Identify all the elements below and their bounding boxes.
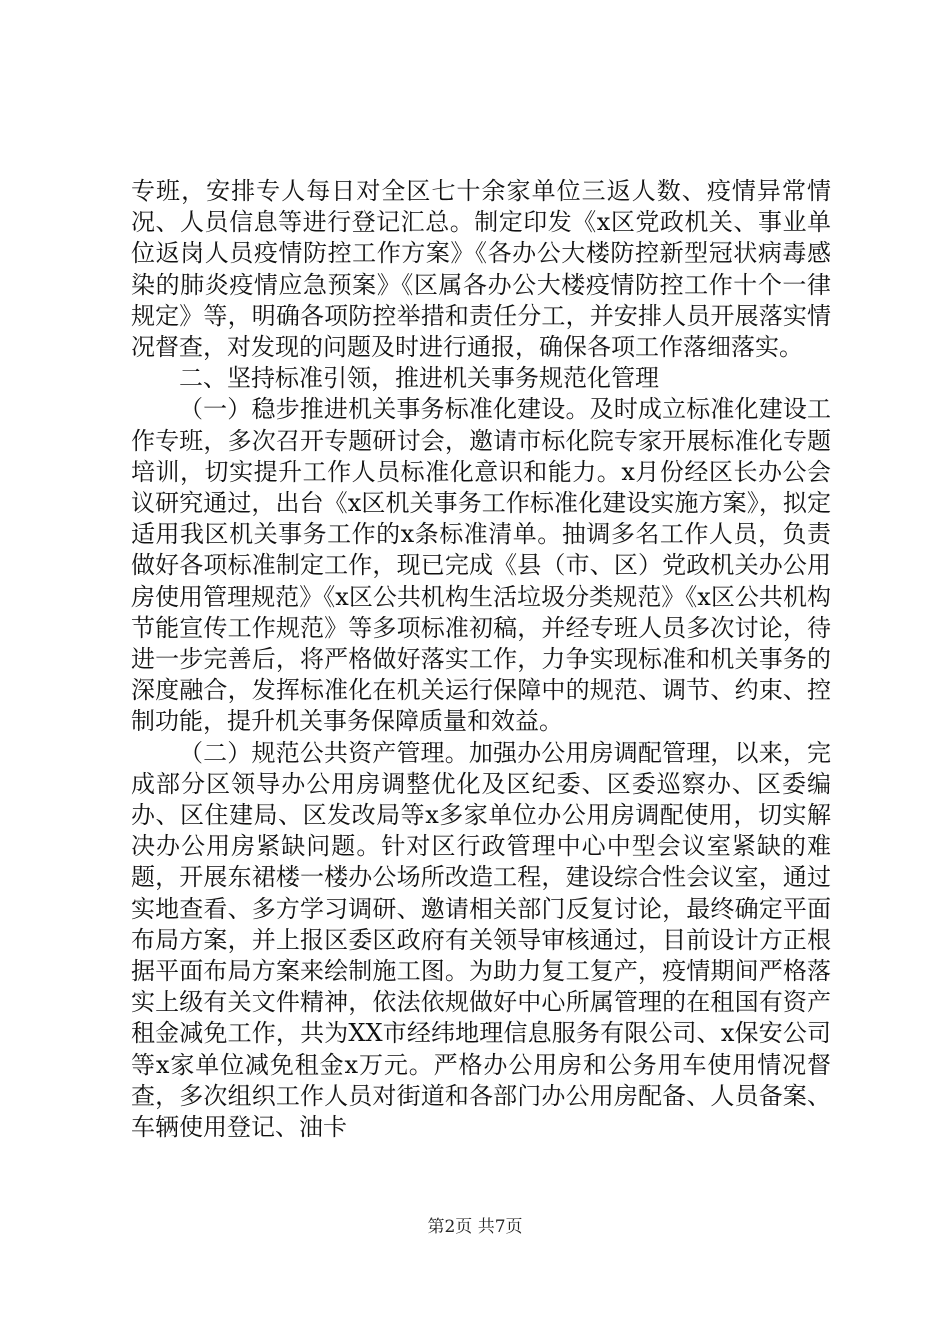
page-number-footer: 第2页 共7页 — [427, 1217, 523, 1237]
paragraph-standardization: （一）稳步推进机关事务标准化建设。及时成立标准化建设工作专班，多次召开专题研讨会，邀请市标化院专家开展标准化专题培训，切实提升工作人员标准化意识和能力。x月份经区长办公会议研究通过，出台《x区机关事务工作标准化建设实施方案》，拟定适用我区机关事务工作的x条标准清单。抽调多名工作人员，负责做好各项标准制定工作，现已完成《县（市、区）党政机关办公用房使用管理规范》《x区公共机构生活垃圾分类规范》《x区公共机构节能宣传工作规范》等多项标准初稿，并经专班人员多次讨论，待进一步完善后，将严格做好落实工作，力争实现标准和机关事务的深度融合，发挥标准化在机关运行保障中的规范、调节、约束、控制功能，提升机关事务保障质量和效益。 — [131, 395, 831, 736]
paragraph-continuation: 专班，安排专人每日对全区七十余家单位三返人数、疫情异常情况、人员信息等进行登记汇总。制定印发《x区党政机关、事业单位返岗人员疫情防控工作方案》《各办公大楼防控新型冠状病毒感染的肺炎疫情应急预案》《区属各办公大楼疫情防控工作十个一律规定》等，明确各项防控举措和责任分工，并安排人员开展落实情况督查，对发现的问题及时进行通报，确保各项工作落细落实。 — [131, 177, 831, 362]
document-body — [131, 176, 831, 1143]
paragraph-asset-management: （二）规范公共资产管理。加强办公用房调配管理，以来，完成部分区领导办公用房调整优化及区纪委、区委巡察办、区委编办、区住建局、区发改局等x多家单位办公用房调配使用，切实解决办公用房紧缺问题。针对区行政管理中心中型会议室紧缺的难题，开展东裙楼一楼办公场所改造工程，建设综合性会议室，通过实地查看、多方学习调研、邀请相关部门反复讨论，最终确定平面布局方案，并上报区委区政府有关领导审核通过，目前设计方正根据平面布局方案来绘制施工图。为助力复工复产，疫情期间严格落实上级有关文件精神，依法依规做好中心所属管理的在租国有资产租金减免工作，共为XX市经纬地理信息服务有限公司、x保安公司等x家单位减免租金x万元。严格办公用房和公务用车使用情况督查，多次组织工作人员对街道和各部门办公用房配备、人员备案、车辆使用登记、油卡 — [131, 738, 831, 1142]
section-heading: 二、坚持标准引领，推进机关事务规范化管理 — [179, 364, 659, 393]
